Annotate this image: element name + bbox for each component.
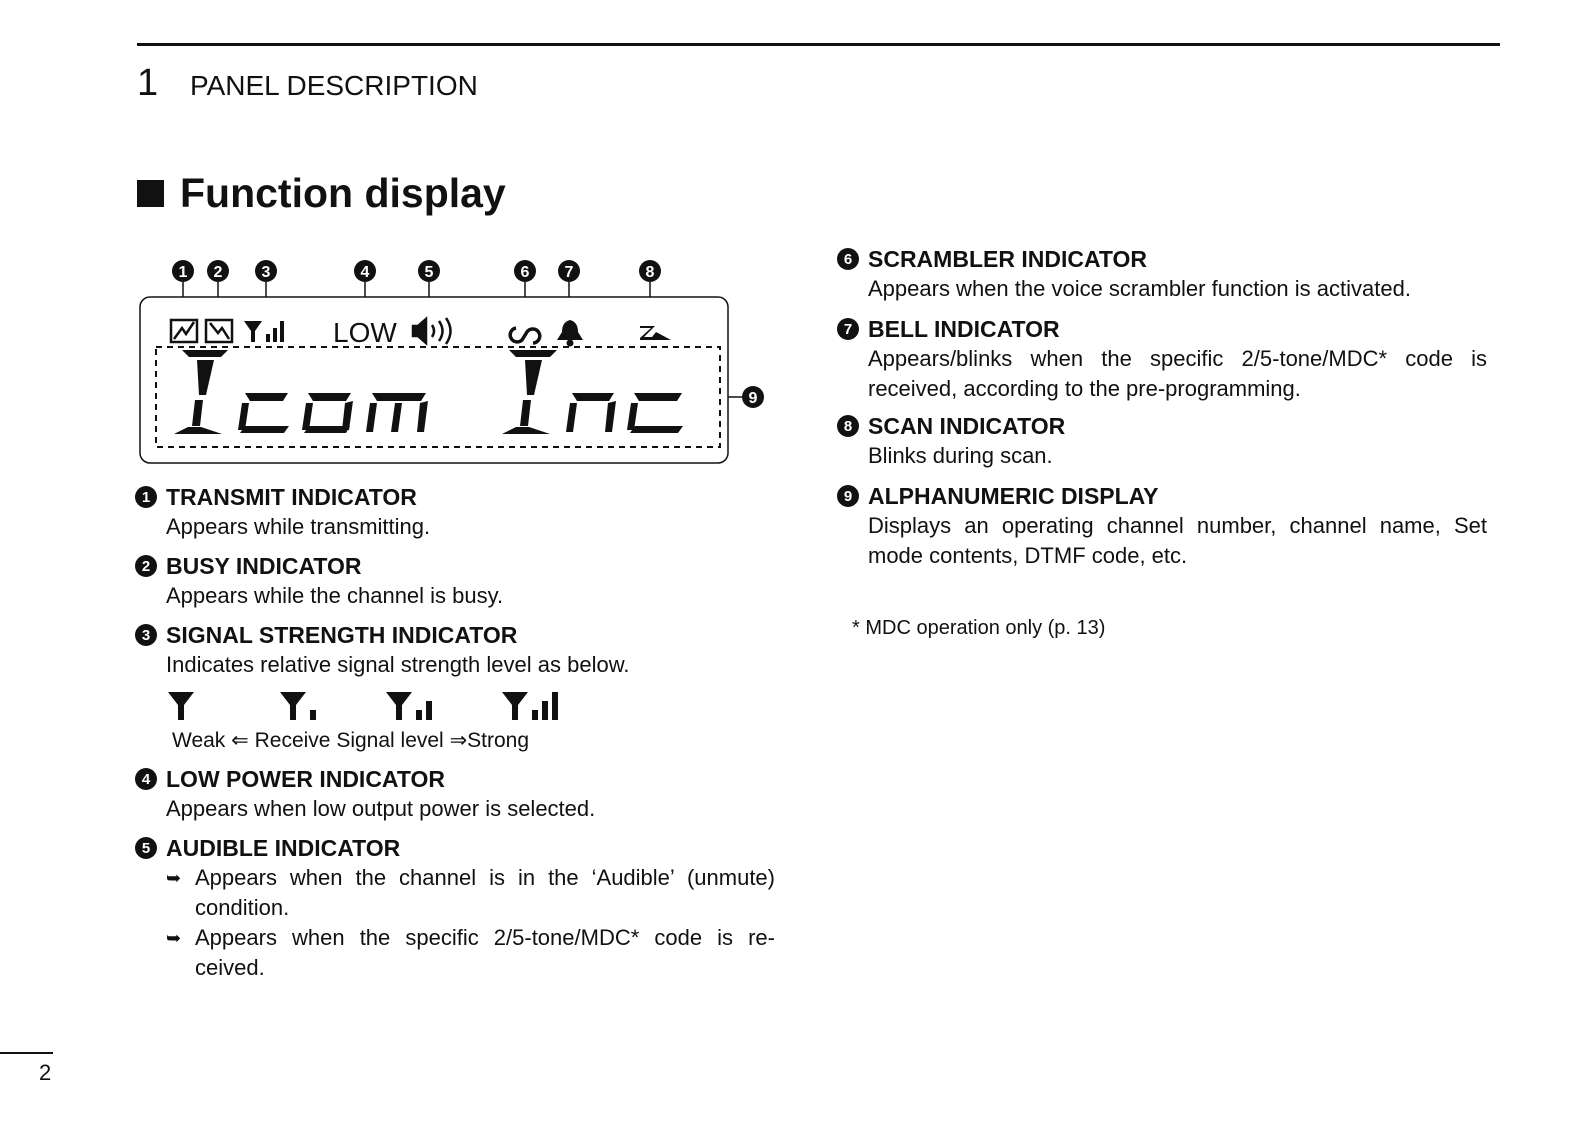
- number-badge: 6: [837, 248, 859, 270]
- page-number: 2: [39, 1060, 52, 1085]
- svg-text:3: 3: [261, 264, 271, 281]
- number-badge: 8: [837, 415, 859, 437]
- signal-level-0-icon: [168, 692, 194, 720]
- signal-level-label: Receive Signal level: [254, 729, 444, 752]
- header-rule: [137, 43, 1500, 46]
- item-text: Appears while transmitting.: [166, 514, 431, 539]
- svg-text:7: 7: [564, 264, 574, 281]
- item-low-power: [135, 764, 775, 824]
- item-text: Appears when low output power is selected.: [166, 796, 596, 821]
- signal-level-caption: [172, 728, 529, 753]
- low-power-label: LOW: [333, 317, 397, 348]
- strong-label: Strong: [467, 729, 530, 752]
- bullet-item: ➥ Appears when the channel is in the ‘Audible’ (unmute) condition.: [166, 865, 775, 920]
- left-arrow-icon: ⇐: [231, 729, 249, 752]
- item-text: Displays an operating channel number, channel name, Set mode contents, DTMF code, etc.: [868, 513, 1487, 568]
- bullet-arrow-icon: ➥: [166, 868, 182, 888]
- number-badge: 9: [837, 485, 859, 507]
- svg-text:6: 6: [520, 264, 530, 281]
- lcd-diagram: [137, 252, 758, 476]
- item-text: Blinks during scan.: [868, 443, 1053, 468]
- callout-6: [514, 260, 536, 282]
- item-bell: [837, 314, 1487, 404]
- callout-5: [418, 260, 440, 282]
- item-alphanumeric: [837, 481, 1487, 571]
- footnote: * MDC operation only (p. 13): [852, 617, 1106, 639]
- number-badge: 3: [135, 624, 157, 646]
- callout-8: [639, 260, 661, 282]
- item-title: SCRAMBLER INDICATOR: [868, 245, 1147, 272]
- bullet-arrow-icon: ➥: [166, 928, 182, 948]
- item-title: LOW POWER INDICATOR: [166, 765, 445, 792]
- item-title: AUDIBLE INDICATOR: [166, 834, 401, 861]
- item-audible: [135, 833, 775, 983]
- lcd-frame: [140, 297, 728, 463]
- signal-level-icons: [168, 690, 588, 726]
- svg-text:9: 9: [748, 390, 758, 407]
- number-badge: 4: [135, 768, 157, 790]
- number-badge: 1: [135, 486, 157, 508]
- signal-level-3-icon: [502, 692, 558, 720]
- signal-level-1-icon: [280, 692, 316, 720]
- item-text: Appears when the voice scrambler function is activated.: [868, 276, 1411, 301]
- number-badge: 5: [135, 837, 157, 859]
- section-title: [137, 170, 506, 217]
- weak-label: Weak: [172, 729, 226, 752]
- callout-4: [354, 260, 376, 282]
- signal-level-2-icon: [386, 692, 432, 720]
- bullet-item: ➥ Appears when the specific 2/5-tone/MDC* code is re- ceived.: [166, 925, 775, 980]
- item-title: SIGNAL STRENGTH INDICATOR: [166, 621, 518, 648]
- section-title-text: Function display: [180, 170, 506, 216]
- item-text: Indicates relative signal strength level as below.: [166, 652, 630, 677]
- callout-2: [207, 260, 229, 282]
- chapter-number: 1: [137, 62, 159, 104]
- item-scan: [837, 411, 1487, 471]
- item-title: SCAN INDICATOR: [868, 412, 1066, 439]
- callout-7: [558, 260, 580, 282]
- callout-1: [172, 260, 194, 282]
- callout-3: [255, 260, 277, 282]
- page-number-rule: [0, 1052, 53, 1054]
- item-title: TRANSMIT INDICATOR: [166, 483, 417, 510]
- svg-text:1: 1: [178, 264, 188, 281]
- svg-text:4: 4: [360, 264, 370, 281]
- svg-text:5: 5: [424, 264, 434, 281]
- item-title: BELL INDICATOR: [868, 315, 1060, 342]
- item-busy: [135, 551, 775, 611]
- chapter-title: PANEL DESCRIPTION: [190, 70, 478, 101]
- item-transmit: [135, 482, 775, 542]
- item-text: Appears/blinks when the specific 2/5-tone/MDC* code is received, according to the pre-programming.: [868, 346, 1487, 401]
- item-scrambler: [837, 244, 1487, 304]
- callout-9: [742, 386, 764, 408]
- section-square-icon: [137, 180, 164, 207]
- number-badge: 2: [135, 555, 157, 577]
- svg-text:8: 8: [645, 264, 655, 281]
- right-arrow-icon: ⇒: [449, 729, 468, 752]
- item-signal-strength: [135, 620, 775, 680]
- svg-text:2: 2: [213, 264, 223, 281]
- item-title: BUSY INDICATOR: [166, 552, 362, 579]
- item-title: ALPHANUMERIC DISPLAY: [868, 482, 1159, 509]
- item-text: Appears while the channel is busy.: [166, 583, 504, 608]
- number-badge: 7: [837, 318, 859, 340]
